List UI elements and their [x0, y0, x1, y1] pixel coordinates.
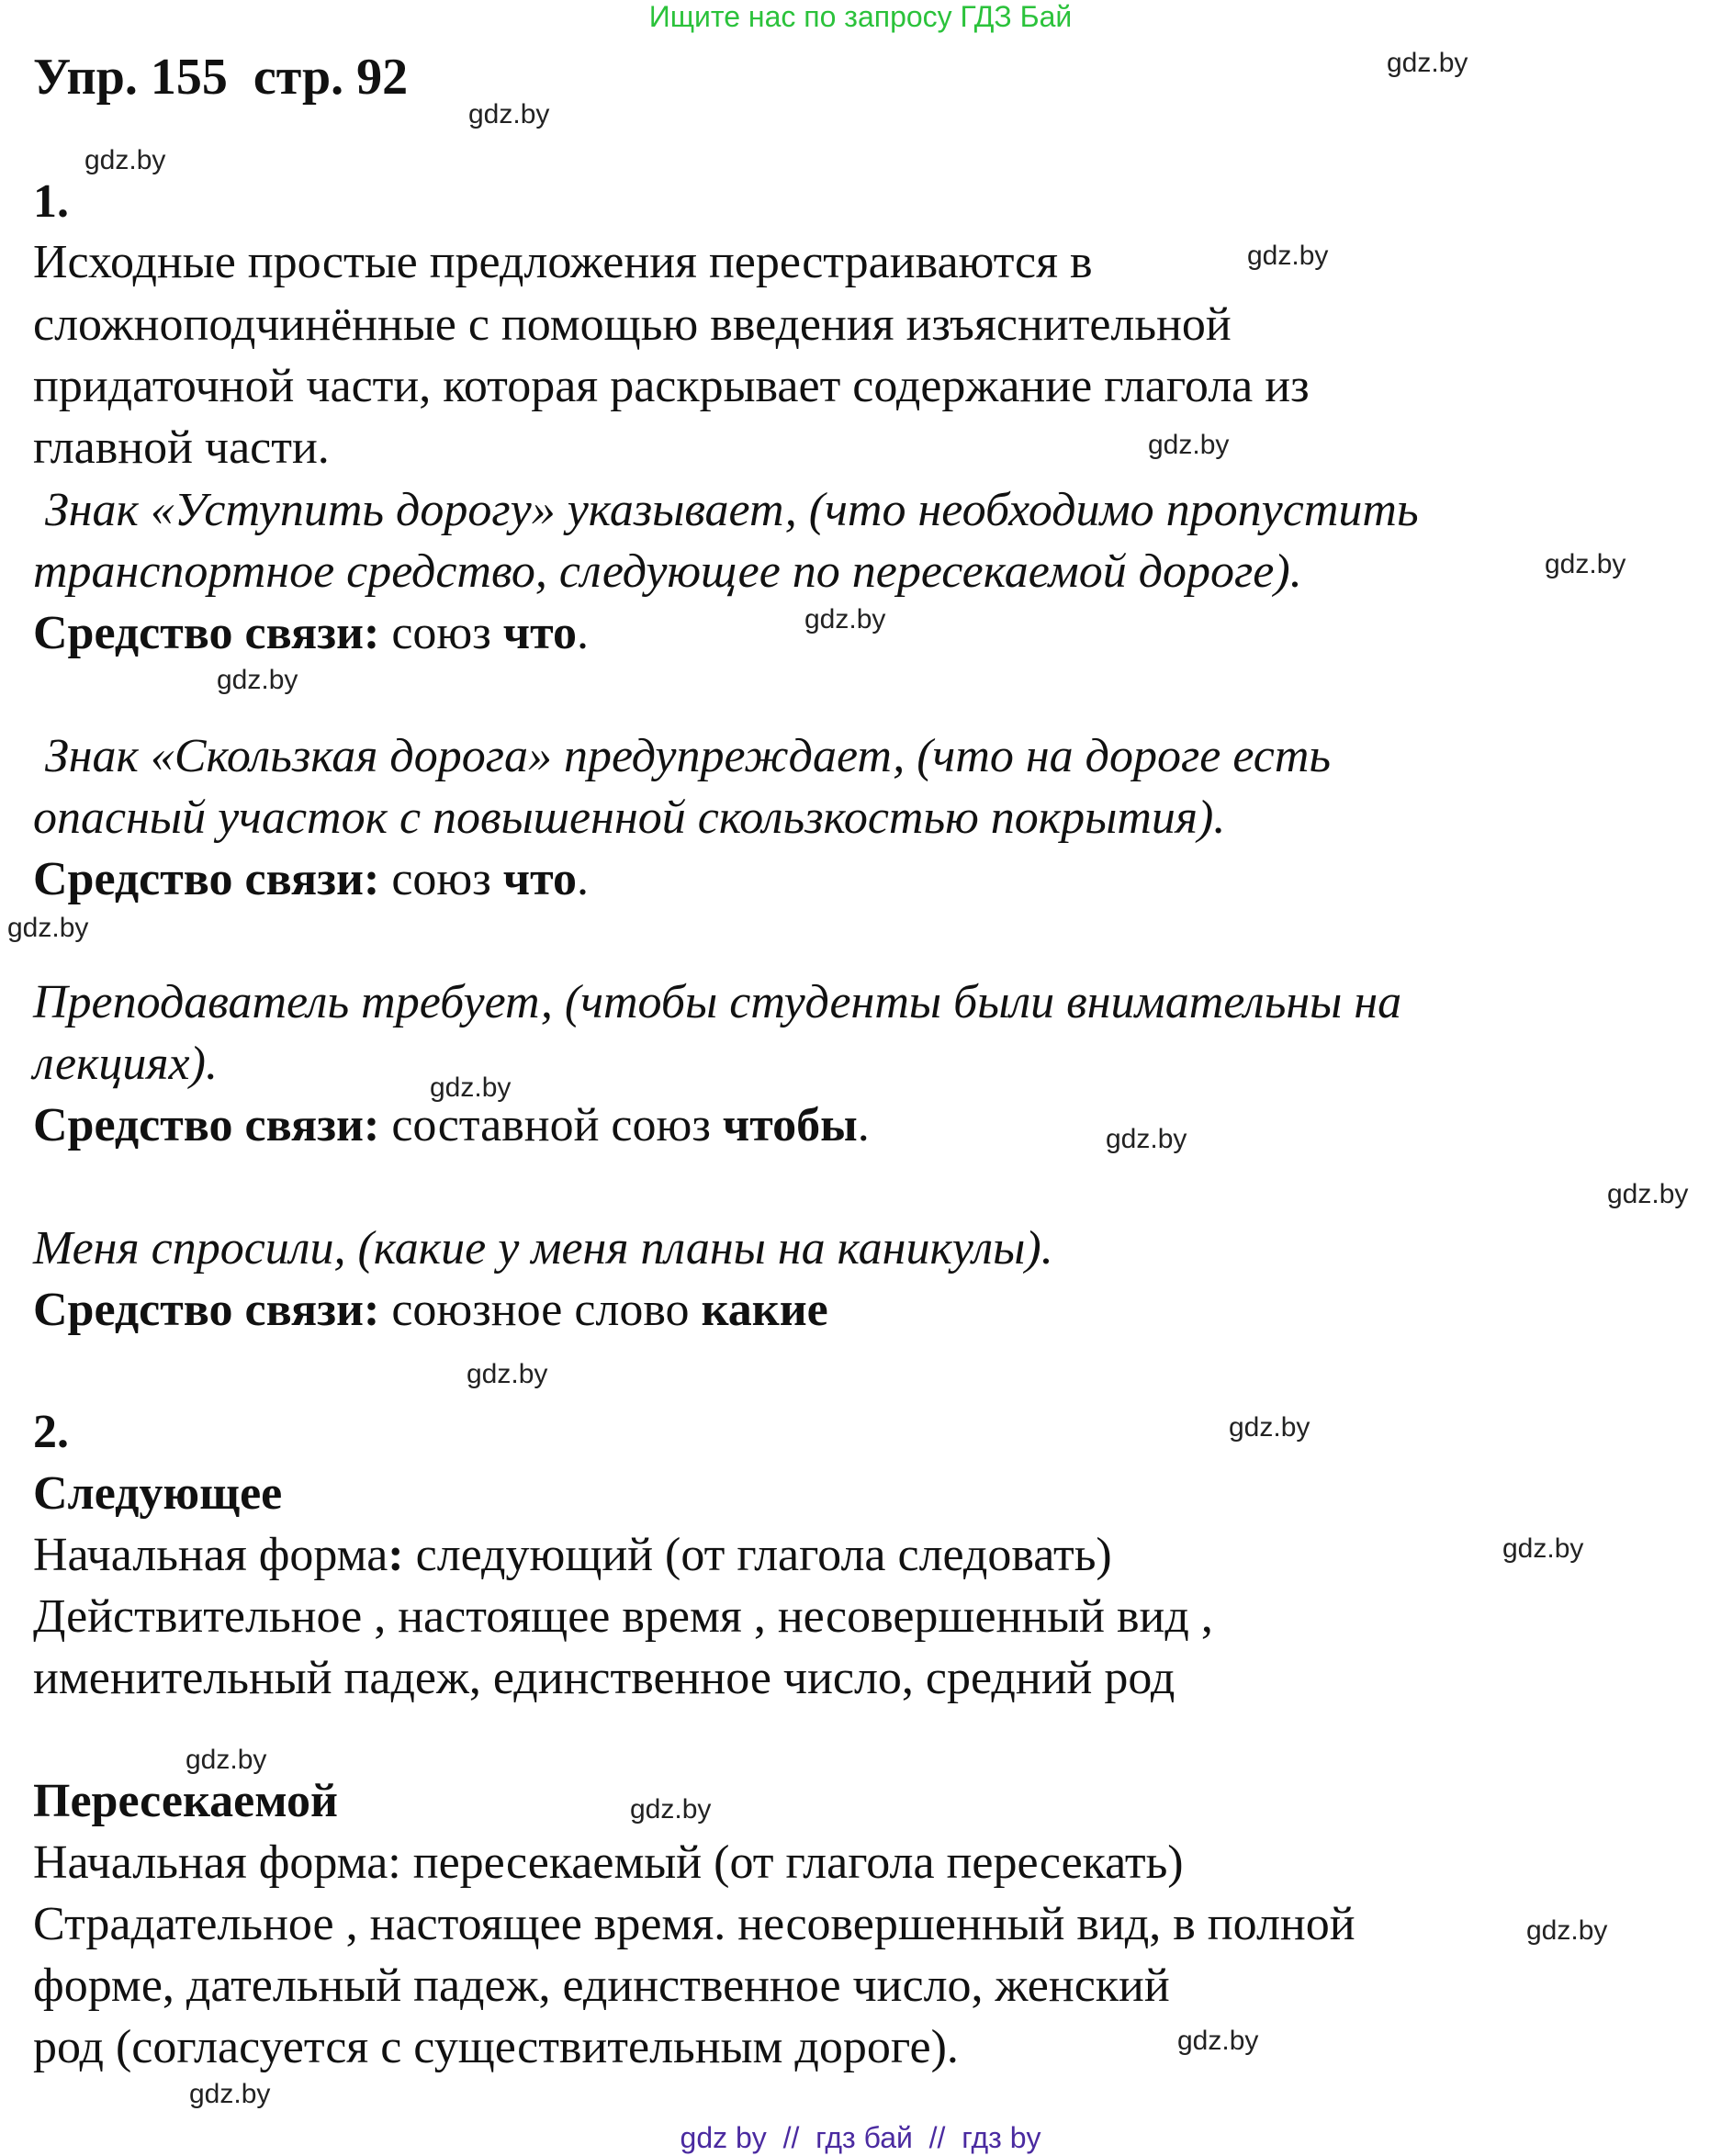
part1-intro-line: главной части.	[33, 421, 330, 474]
link-end: .	[576, 853, 589, 905]
example-sentence-line: опасный участок с повышенной скользкостью покрытия).	[33, 792, 1226, 844]
description-line: форме, дательный падеж, единственное число, женский	[33, 1959, 1170, 2012]
description-line: Страдательное , настоящее время. несовершенный вид, в полной	[33, 1898, 1355, 1950]
initial-form-text: следующий (от глагола следовать)	[403, 1529, 1112, 1581]
initial-form-colon: :	[388, 1529, 404, 1581]
part2-number: 2.	[33, 1406, 69, 1458]
description-line: именительный падеж, единственное число, средний род	[33, 1652, 1175, 1704]
watermark: gdz.by	[186, 1745, 267, 1775]
watermark: gdz.by	[217, 665, 298, 695]
link-word: чтобы	[722, 1099, 858, 1151]
part1-intro-line: сложноподчинённые с помощью введения изъяснительной	[33, 298, 1232, 351]
watermark: gdz.by	[1387, 48, 1468, 78]
watermark: gdz.by	[467, 1359, 548, 1389]
watermark: gdz.by	[630, 1794, 712, 1825]
watermark: gdz.by	[430, 1072, 512, 1103]
example-sentence-line: Знак «Скользкая дорога» предупреждает, (что на дороге есть	[33, 730, 1332, 782]
link-end: .	[857, 1099, 870, 1151]
initial-form-label: Начальная форма	[33, 1529, 388, 1581]
example-sentence-line: лекциях).	[33, 1038, 218, 1090]
link-means-line	[33, 1279, 828, 1342]
link-means-line	[33, 602, 589, 665]
watermark: gdz.by	[1545, 549, 1626, 579]
watermark: gdz.by	[1247, 241, 1329, 271]
initial-form-text: пересекаемый (от глагола пересекать)	[400, 1836, 1184, 1889]
link-word: что	[502, 853, 577, 905]
footer-links: gdz by // гдз бай // гдз by	[680, 2121, 1041, 2154]
link-means-label: Средство связи:	[33, 1099, 380, 1151]
initial-form-colon: :	[388, 1836, 401, 1889]
page-title	[33, 48, 408, 107]
part1-intro-line: Исходные простые предложения перестраиваются в	[33, 236, 1093, 288]
watermark: gdz.by	[1502, 1533, 1584, 1564]
part1-number: 1.	[33, 175, 69, 228]
watermark: gdz.by	[804, 604, 886, 634]
analyzed-word: Следующее	[33, 1467, 283, 1520]
watermark: gdz.by	[468, 99, 550, 129]
analyzed-word: Пересекаемой	[33, 1775, 338, 1827]
part1-intro-line: придаточной части, которая раскрывает содержание глагола из	[33, 360, 1310, 412]
exercise-number: Упр. 155	[33, 49, 228, 106]
link-end: .	[576, 607, 589, 659]
watermark: gdz.by	[1526, 1915, 1608, 1946]
top-banner: Ищите нас по запросу ГДЗ Бай	[648, 0, 1073, 33]
page-number: стр. 92	[253, 49, 409, 106]
description-line: Действительное , настоящее время , несовершенный вид ,	[33, 1590, 1213, 1643]
link-means-text: союз	[379, 853, 503, 905]
description-line: род (согласуется с существительным дороге).	[33, 2021, 959, 2073]
link-means-label: Средство связи:	[33, 607, 380, 659]
example-sentence-line: Преподаватель требует, (чтобы студенты были внимательны на	[33, 976, 1402, 1028]
watermark: gdz.by	[1229, 1412, 1310, 1443]
link-means-line	[33, 848, 589, 911]
initial-form-line	[33, 1524, 1112, 1587]
link-means-text: составной союз	[379, 1099, 723, 1151]
example-sentence-line: Меня спросили, (какие у меня планы на каникулы).	[33, 1222, 1053, 1275]
link-means-text: союзное слово	[379, 1284, 702, 1336]
watermark: gdz.by	[84, 145, 166, 175]
watermark: gdz.by	[1607, 1179, 1689, 1209]
link-means-line	[33, 1095, 870, 1157]
link-word: что	[502, 607, 577, 659]
example-sentence-line: Знак «Уступить дорогу» указывает, (что необходимо пропустить	[33, 484, 1419, 536]
initial-form-line	[33, 1832, 1184, 1894]
example-sentence-line: транспортное средство, следующее по пересекаемой дороге).	[33, 545, 1302, 598]
link-means-label: Средство связи:	[33, 853, 380, 905]
link-means-text: союз	[379, 607, 503, 659]
watermark: gdz.by	[1148, 430, 1230, 460]
watermark: gdz.by	[7, 913, 89, 943]
watermark: gdz.by	[1177, 2026, 1259, 2056]
watermark: gdz.by	[1106, 1124, 1187, 1154]
initial-form-label: Начальная форма	[33, 1836, 388, 1889]
link-word: какие	[701, 1284, 828, 1336]
watermark: gdz.by	[189, 2079, 271, 2109]
link-means-label: Средство связи:	[33, 1284, 380, 1336]
